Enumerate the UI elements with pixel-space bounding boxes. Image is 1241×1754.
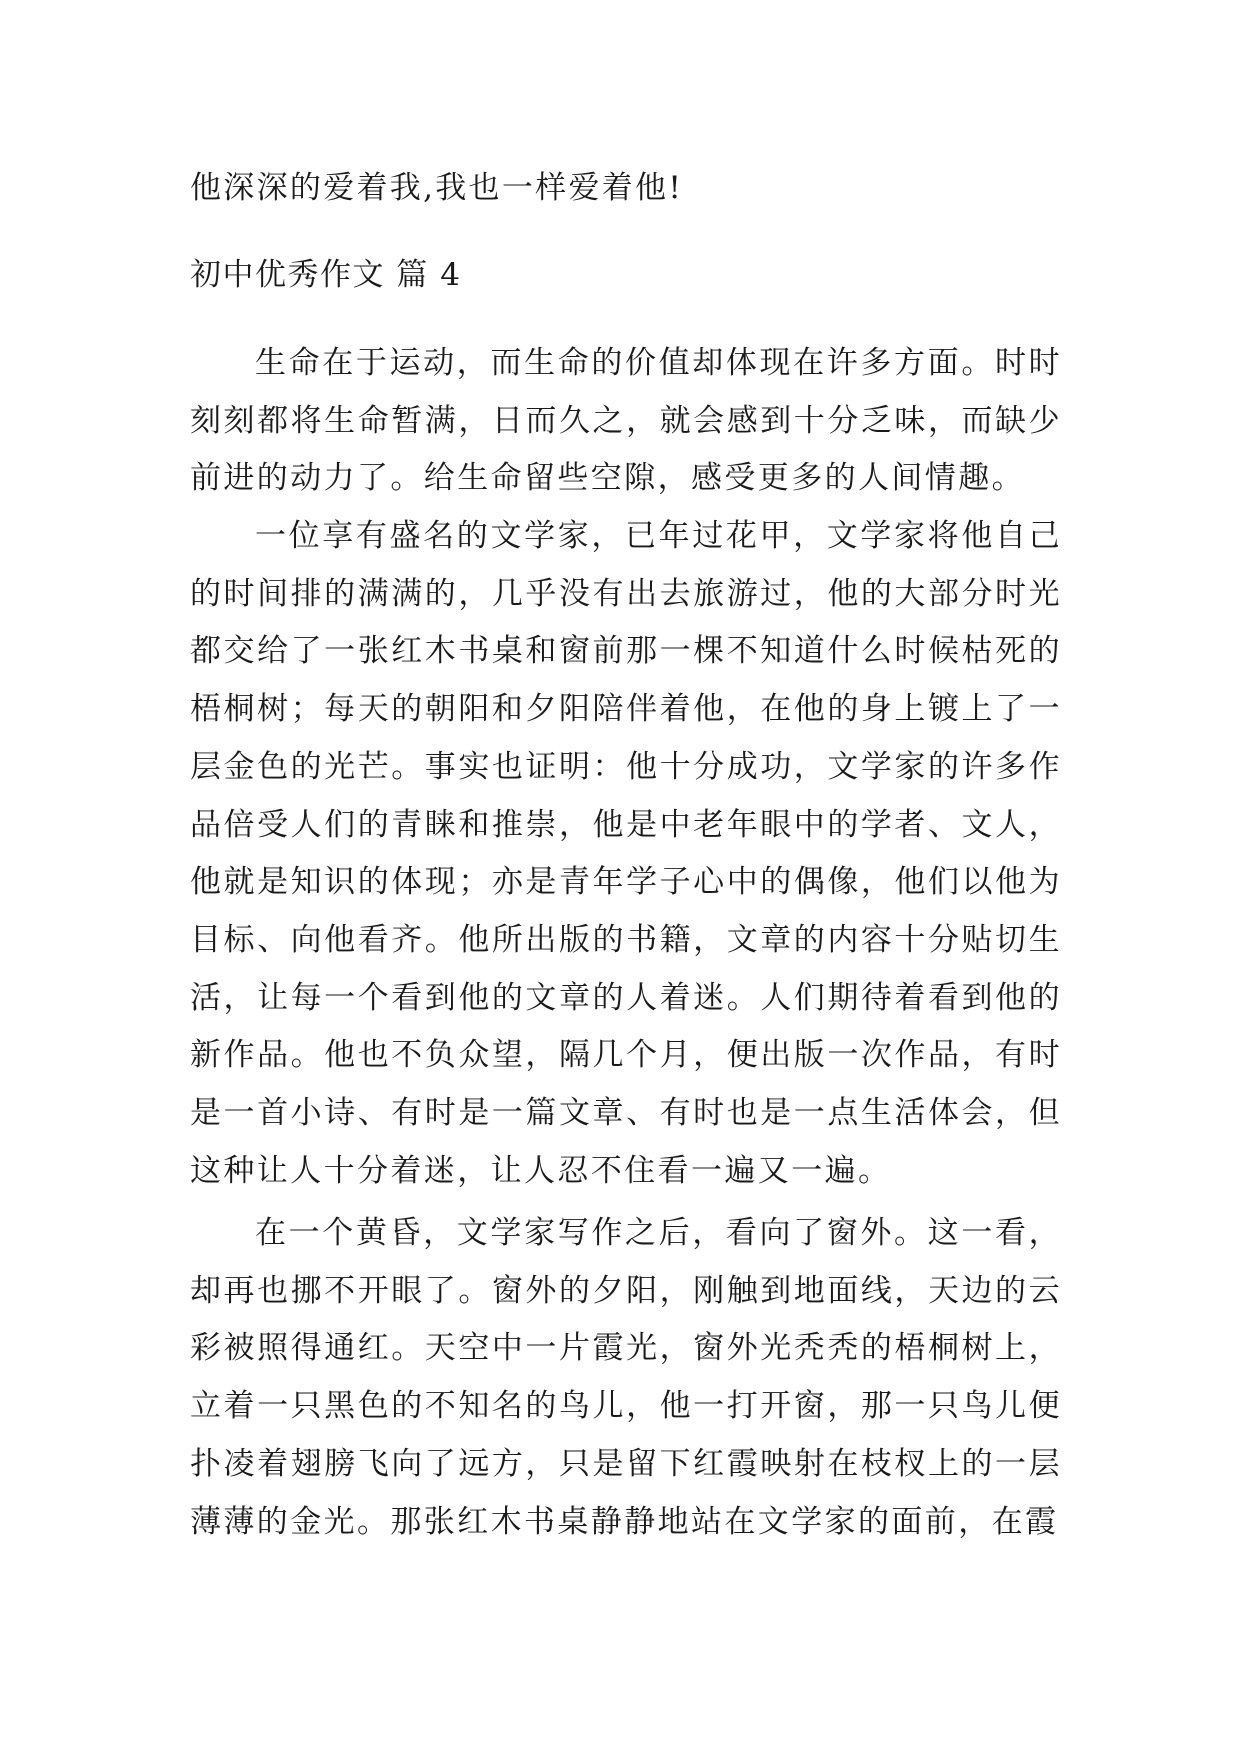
paragraph-3: 在一个黄昏，文学家写作之后，看向了窗外。这一看，却再也挪不开眼了。窗外的夕阳，刚触到地面线，天边的云彩被照得通红。天空中一片霞光，窗外光秃秃的梧桐树上，立着一只黑色的不知名的鸟儿，他一打开窗，那一只鸟儿便扑凌着翅膀飞向了远方，只是留下红霞映射在枝杈上的一层薄薄的金光。那张红木书桌静静地站在文学家的面前，在霞	[190, 1215, 1062, 1540]
closing-line: 他深深的爱着我,我也一样爱着他!	[190, 170, 684, 206]
paragraph-2: 一位享有盛名的文学家，已年过花甲，文学家将他自己的时间排的满满的，几乎没有出去旅游过，他的大部分时光都交给了一张红木书桌和窗前那一棵不知道什么时候枯死的梧桐树；每天的朝阳和夕阳陪伴着他，在他的身上镀上了一层金色的光芒。事实也证明：他十分成功，文学家的许多作品倍受人们的青睐和推崇，他是中老年眼中的学者、文人，他就是知识的体现；亦是青年学子心中的偶像，他们以他为目标、向他看齐。他所出版的书籍，文章的内容十分贴切生活，让每一个看到他的文章的人着迷。人们期待着看到他的新作品。他也不负众望，隔几个月，便出版一次作品，有时是一首小诗、有时是一篇文章、有时也是一点生活体会，但这种让人十分着迷，让人忍不住看一遍又一遍。	[190, 518, 1062, 1189]
paragraph-1: 生命在于运动，而生命的价值却体现在许多方面。时时刻刻都将生命暂满，日而久之，就会感到十分乏味，而缺少前进的动力了。给生命留些空隙，感受更多的人间情趣。	[190, 345, 1062, 497]
section-heading: 初中优秀作文 篇 4	[190, 257, 462, 293]
